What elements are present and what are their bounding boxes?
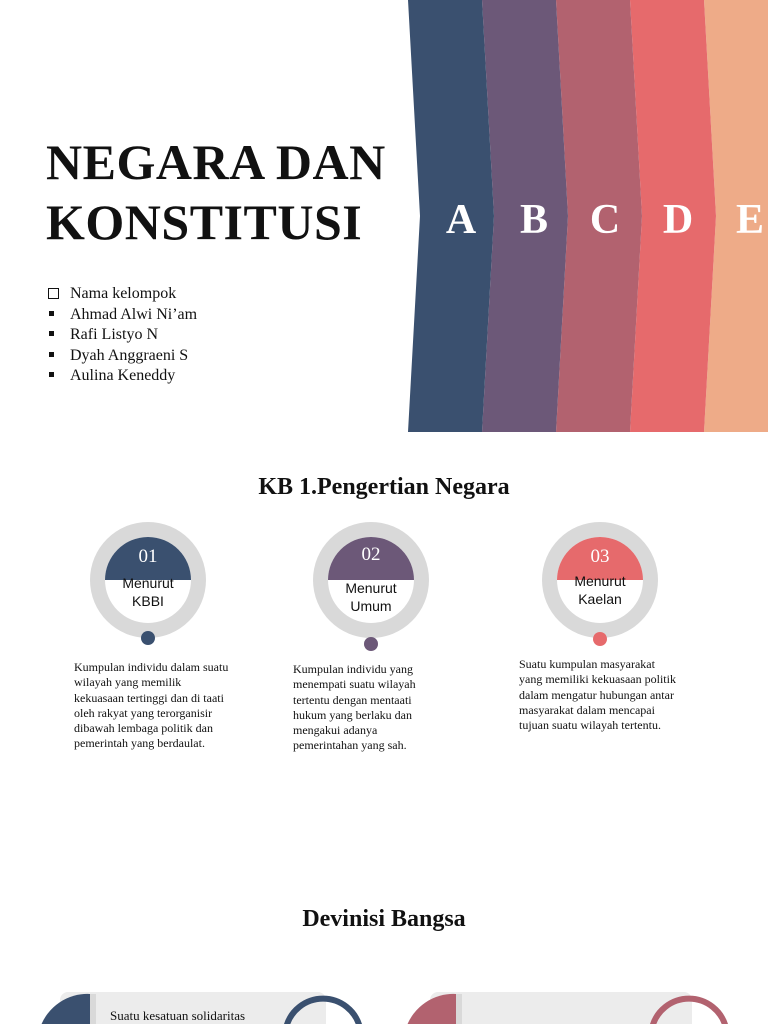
card-label-line-1: Menurut (122, 575, 174, 591)
bangsa-text: Suatu kesatuan solidaritas (110, 1008, 246, 1023)
title-slide (0, 0, 768, 432)
card-description: Kumpulan individu dalam suatu wilayah yang memilik kekuasaan tertinggi dan di taati oleh rakyat yang terorganisir dibawah lembaga politik dan pemerintah yang berdaulat. (74, 660, 229, 751)
chevron-letter-e: E (735, 197, 765, 243)
square-bullet-icon (49, 372, 54, 377)
card-label (550, 572, 650, 608)
member-item (48, 305, 197, 326)
pengertian-negara-slide (0, 432, 768, 864)
definisi-bangsa-slide (0, 864, 768, 1024)
card-number: 01 (138, 546, 158, 567)
card-description: Kumpulan individu yang menempati suatu wilayah tertentu dengan mentaati hukum yang berlaku dan mengakui adanya pemerintahan yang sah. (293, 662, 416, 753)
member-list-heading (48, 284, 197, 305)
member-item (48, 346, 197, 367)
card-label-line-1: Menurut (345, 580, 397, 596)
checkbox-bullet-icon (48, 288, 59, 299)
member-name: Aulina Keneddy (70, 367, 176, 384)
card-description: Suatu kumpulan masyarakat yang memiliki kekuasaan politik dalam mengatur hubungan antar masyarakat dalam mencapai tujuan suatu wilayah tertentu. (519, 657, 676, 733)
card-label-line-2: Kaelan (578, 591, 622, 607)
members-heading-text: Nama kelompok (70, 285, 177, 302)
card-label (321, 579, 421, 615)
square-bullet-icon (49, 331, 54, 336)
title-line-1: NEGARA DAN (46, 134, 386, 190)
chevron-letter-b: B (519, 197, 549, 243)
chevron-banner (408, 0, 768, 432)
member-item (48, 325, 197, 346)
card-label-line-1: Menurut (574, 573, 626, 589)
chevron-letter-c: C (589, 197, 621, 243)
card-label-line-2: KBBI (132, 593, 164, 609)
member-item (48, 366, 197, 387)
square-bullet-icon (49, 311, 54, 316)
member-list (48, 284, 197, 387)
slide-title (46, 132, 386, 252)
card-number: 03 (590, 546, 610, 567)
slide-heading: KB 1.Pengertian Negara (258, 474, 510, 500)
square-bullet-icon (49, 352, 54, 357)
member-name: Ahmad Alwi Ni’am (70, 305, 198, 323)
card-label (98, 574, 198, 610)
slide-heading: Devinisi Bangsa (302, 906, 466, 932)
title-line-2: KONSTITUSI (46, 194, 363, 250)
card-number: 02 (361, 544, 381, 565)
member-name: Rafi Listyo N (70, 326, 158, 343)
chevron-letter-d: D (662, 197, 694, 243)
chevron-letter-a: A (445, 197, 477, 243)
member-name: Dyah Anggraeni S (70, 346, 189, 364)
card-label-line-2: Umum (350, 598, 392, 614)
